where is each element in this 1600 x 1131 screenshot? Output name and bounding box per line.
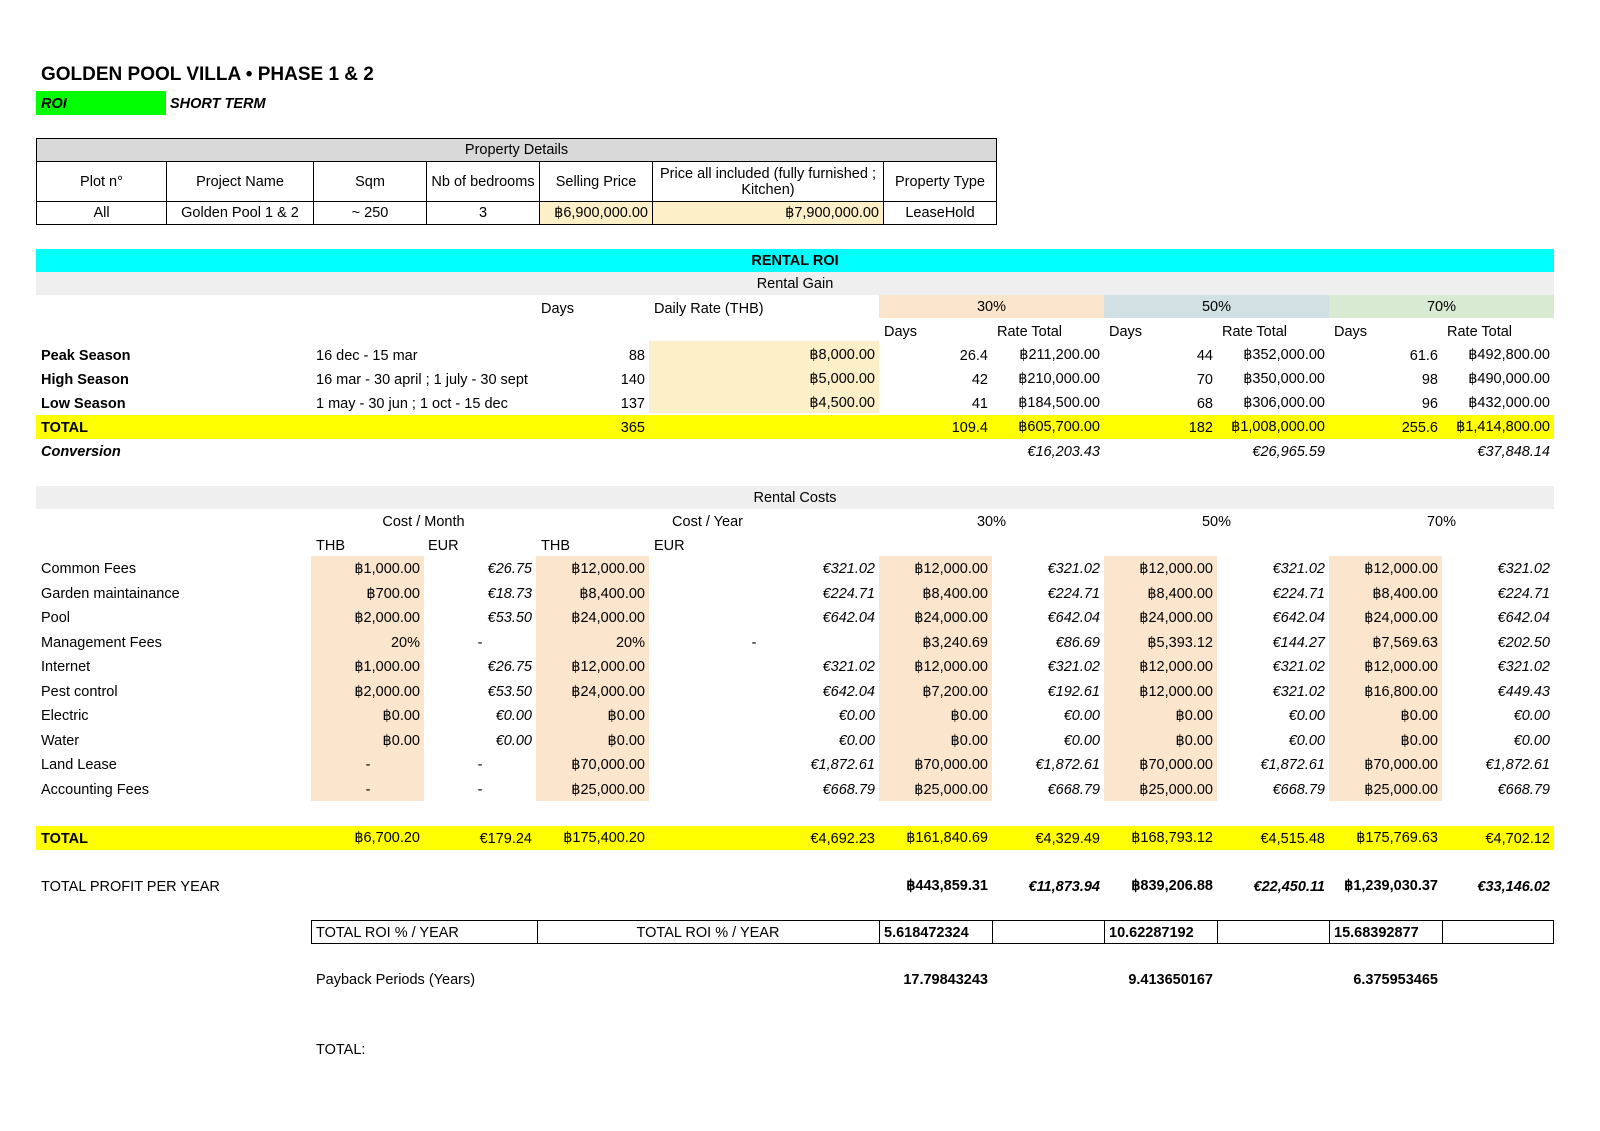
cost-s30-eur: €192.61 xyxy=(1047,684,1100,700)
cost-m-eur: €26.75 xyxy=(487,561,532,577)
season-total-70: ฿432,000.00 xyxy=(1468,395,1550,411)
cost-s30-thb: ฿25,000.00 xyxy=(914,782,988,798)
profit-50-eur: €22,450.11 xyxy=(1253,879,1325,895)
cost-s50-eur: €224.71 xyxy=(1272,586,1325,602)
year-eur-header: EUR xyxy=(654,538,685,554)
roi-value-70: 15.68392877 xyxy=(1334,925,1419,941)
cost-m-eur: - xyxy=(477,757,483,773)
cost-name: Pest control xyxy=(41,684,118,700)
cost-s30-eur: €224.71 xyxy=(1047,586,1100,602)
cost-name: Common Fees xyxy=(41,561,137,577)
cost-s50-thb: ฿24,000.00 xyxy=(1139,610,1213,626)
cost-s70-eur: €224.71 xyxy=(1497,586,1550,602)
cost-s70-eur: €321.02 xyxy=(1497,659,1550,675)
cost-m-eur: €18.73 xyxy=(487,586,532,602)
cost-name: Accounting Fees xyxy=(41,782,150,798)
season-rate: ฿8,000.00 xyxy=(809,347,875,363)
cost-s50-eur: €321.02 xyxy=(1272,684,1325,700)
cost-m-eur: - xyxy=(477,782,483,798)
cost-y-thb: 20% xyxy=(615,635,645,651)
costs-total-s70-eur: €4,702.12 xyxy=(1485,831,1550,847)
cost-m-thb: ฿2,000.00 xyxy=(354,684,420,700)
conversion-50: €26,965.59 xyxy=(1252,444,1325,460)
season-days: 137 xyxy=(620,396,645,412)
cost-y-thb: ฿0.00 xyxy=(607,708,645,724)
season-days-70: 98 xyxy=(1421,372,1438,388)
roi-label-1: TOTAL ROI % / YEAR xyxy=(316,925,459,941)
costs-total-y-eur: €4,692.23 xyxy=(810,831,875,847)
gain-total-days: 365 xyxy=(620,420,645,436)
rental-costs-title: Rental Costs xyxy=(753,490,837,506)
costs-total-y-thb: ฿175,400.20 xyxy=(563,830,645,846)
cost-y-eur: €224.71 xyxy=(822,586,875,602)
cost-s50-eur: €642.04 xyxy=(1272,610,1325,626)
cost-s50-eur: €668.79 xyxy=(1272,782,1325,798)
year-thb-header: THB xyxy=(541,538,570,554)
roi-divider xyxy=(879,921,880,943)
cost-s70-eur: €321.02 xyxy=(1497,561,1550,577)
season-total-30: ฿184,500.00 xyxy=(1018,395,1100,411)
cost-s70-thb: ฿24,000.00 xyxy=(1364,610,1438,626)
roi-divider xyxy=(1217,921,1218,943)
cost-y-eur: €642.04 xyxy=(822,610,875,626)
cost-m-thb: 20% xyxy=(390,635,420,651)
cost-name: Management Fees xyxy=(41,635,162,651)
cost-y-eur: €321.02 xyxy=(822,659,875,675)
season-days: 88 xyxy=(628,348,645,364)
days-header: Days xyxy=(541,301,575,317)
col-plot: Plot n° xyxy=(37,162,167,202)
cost-s30-thb: ฿24,000.00 xyxy=(914,610,988,626)
season-days: 140 xyxy=(620,372,645,388)
cost-m-thb: ฿0.00 xyxy=(382,708,420,724)
season-rate: ฿5,000.00 xyxy=(809,371,875,387)
season-name: Peak Season xyxy=(41,348,131,364)
season-total-70: ฿490,000.00 xyxy=(1468,371,1550,387)
col-selling-price: Selling Price xyxy=(540,162,653,202)
season-total-30: ฿210,000.00 xyxy=(1018,371,1100,387)
payback-30: 17.79843243 xyxy=(903,972,988,988)
sub-rate-total-30: Rate Total xyxy=(997,324,1063,340)
sub-rate-total-50: Rate Total xyxy=(1222,324,1288,340)
cost-s50-thb: ฿12,000.00 xyxy=(1139,561,1213,577)
cost-s30-thb: ฿7,200.00 xyxy=(922,684,988,700)
col-price-all-included: Price all included (fully furnished ; Kitchen) xyxy=(653,162,884,202)
cost-s30-thb: ฿12,000.00 xyxy=(914,659,988,675)
payback-70: 6.375953465 xyxy=(1353,972,1438,988)
cost-s30-eur: €0.00 xyxy=(1063,733,1100,749)
costs-scenario-70: 70% xyxy=(1426,514,1457,530)
payback-label: Payback Periods (Years) xyxy=(316,972,476,988)
cost-s30-thb: ฿3,240.69 xyxy=(922,635,988,651)
val-plot: All xyxy=(37,202,167,225)
cost-s30-eur: €1,872.61 xyxy=(1035,757,1100,773)
roi-value-30: 5.618472324 xyxy=(884,925,969,941)
cost-s70-thb: ฿7,569.63 xyxy=(1372,635,1438,651)
cost-s50-thb: ฿8,400.00 xyxy=(1147,586,1213,602)
roi-divider xyxy=(1104,921,1105,943)
roi-label-2: TOTAL ROI % / YEAR xyxy=(636,925,780,941)
month-thb-header: THB xyxy=(316,538,345,554)
cost-m-eur: €53.50 xyxy=(487,610,532,626)
cost-s70-thb: ฿0.00 xyxy=(1400,733,1438,749)
cost-m-eur: - xyxy=(477,635,483,651)
season-period: 16 mar - 30 april ; 1 july - 30 sept xyxy=(316,372,528,388)
roi-divider xyxy=(992,921,993,943)
cost-s30-eur: €668.79 xyxy=(1047,782,1100,798)
cost-s30-eur: €642.04 xyxy=(1047,610,1100,626)
page-title: GOLDEN POOL VILLA • PHASE 1 & 2 xyxy=(41,64,374,85)
roi-value-50: 10.62287192 xyxy=(1109,925,1194,941)
season-total-50: ฿306,000.00 xyxy=(1243,395,1325,411)
costs-scenario-30: 30% xyxy=(976,514,1007,530)
gain-total-label: TOTAL xyxy=(41,420,88,436)
cost-y-thb: ฿12,000.00 xyxy=(571,659,645,675)
cost-s30-eur: €0.00 xyxy=(1063,708,1100,724)
cost-m-thb: ฿2,000.00 xyxy=(354,610,420,626)
cost-s50-eur: €321.02 xyxy=(1272,561,1325,577)
profit-30-thb: ฿443,859.31 xyxy=(906,878,988,894)
cost-s70-eur: €1,872.61 xyxy=(1485,757,1550,773)
cost-s70-thb: ฿12,000.00 xyxy=(1364,561,1438,577)
season-total-50: ฿350,000.00 xyxy=(1243,371,1325,387)
cost-name: Pool xyxy=(41,610,71,626)
cost-s30-thb: ฿12,000.00 xyxy=(914,561,988,577)
cost-s50-thb: ฿70,000.00 xyxy=(1139,757,1213,773)
gain-total-row-bg xyxy=(36,415,1554,439)
cost-s70-thb: ฿12,000.00 xyxy=(1364,659,1438,675)
season-days-70: 61.6 xyxy=(1409,348,1438,364)
gain-total-30: ฿605,700.00 xyxy=(1018,419,1100,435)
profit-30-eur: €11,873.94 xyxy=(1028,879,1100,895)
footer-total-label: TOTAL: xyxy=(316,1042,366,1058)
col-bedrooms: Nb of bedrooms xyxy=(427,162,540,202)
cost-m-thb: - xyxy=(365,782,371,798)
daily-rate-header: Daily Rate (THB) xyxy=(654,301,764,317)
cost-s50-thb: ฿25,000.00 xyxy=(1139,782,1213,798)
term-label: SHORT TERM xyxy=(170,96,266,112)
cost-y-eur: - xyxy=(751,635,757,651)
season-days-30: 41 xyxy=(971,396,988,412)
property-details-table xyxy=(36,138,997,225)
sub-days-70: Days xyxy=(1334,324,1368,340)
cost-s50-thb: ฿5,393.12 xyxy=(1147,635,1213,651)
season-period: 16 dec - 15 mar xyxy=(316,348,418,364)
gain-total-days-50: 182 xyxy=(1188,420,1213,436)
col-property-type: Property Type xyxy=(884,162,997,202)
cost-name: Garden maintainance xyxy=(41,586,180,602)
scenario-30-header: 30% xyxy=(976,299,1007,315)
profit-label: TOTAL PROFIT PER YEAR xyxy=(41,879,220,895)
cost-y-thb: ฿24,000.00 xyxy=(571,610,645,626)
conversion-70: €37,848.14 xyxy=(1477,444,1550,460)
val-bedrooms: 3 xyxy=(427,202,540,225)
cost-s50-eur: €0.00 xyxy=(1288,708,1325,724)
cost-y-eur: €642.04 xyxy=(822,684,875,700)
rental-gain-title: Rental Gain xyxy=(756,276,834,292)
season-days-50: 44 xyxy=(1196,348,1213,364)
cost-s30-eur: €321.02 xyxy=(1047,659,1100,675)
cost-s50-thb: ฿12,000.00 xyxy=(1139,684,1213,700)
conversion-30: €16,203.43 xyxy=(1027,444,1100,460)
gain-total-days-30: 109.4 xyxy=(951,420,988,436)
season-total-70: ฿492,800.00 xyxy=(1468,347,1550,363)
val-property-type: LeaseHold xyxy=(884,202,997,225)
cost-y-thb: ฿0.00 xyxy=(607,733,645,749)
costs-total-s50-eur: €4,515.48 xyxy=(1260,831,1325,847)
cost-m-eur: €0.00 xyxy=(495,708,532,724)
cost-s70-eur: €449.43 xyxy=(1497,684,1550,700)
costs-total-m-eur: €179.24 xyxy=(479,831,532,847)
cost-s70-thb: ฿70,000.00 xyxy=(1364,757,1438,773)
profit-70-thb: ฿1,239,030.37 xyxy=(1344,878,1438,894)
property-details-title: Property Details xyxy=(37,139,997,162)
col-sqm: Sqm xyxy=(314,162,427,202)
season-period: 1 may - 30 jun ; 1 oct - 15 dec xyxy=(316,396,508,412)
cost-y-thb: ฿25,000.00 xyxy=(571,782,645,798)
cost-name: Water xyxy=(41,733,80,749)
cost-y-eur: €1,872.61 xyxy=(810,757,875,773)
cost-y-eur: €668.79 xyxy=(822,782,875,798)
cost-y-eur: €321.02 xyxy=(822,561,875,577)
cost-s70-eur: €0.00 xyxy=(1513,708,1550,724)
col-project-name: Project Name xyxy=(167,162,314,202)
costs-scenario-50: 50% xyxy=(1201,514,1232,530)
costs-total-s30-thb: ฿161,840.69 xyxy=(906,830,988,846)
cost-s30-thb: ฿70,000.00 xyxy=(914,757,988,773)
costs-total-s30-eur: €4,329.49 xyxy=(1035,831,1100,847)
season-days-50: 70 xyxy=(1196,372,1213,388)
profit-50-thb: ฿839,206.88 xyxy=(1131,878,1213,894)
roi-badge: ROI xyxy=(41,96,67,112)
gain-total-50: ฿1,008,000.00 xyxy=(1231,419,1325,435)
cost-y-thb: ฿24,000.00 xyxy=(571,684,645,700)
cost-m-thb: ฿0.00 xyxy=(382,733,420,749)
roi-divider xyxy=(1329,921,1330,943)
cost-s30-thb: ฿8,400.00 xyxy=(922,586,988,602)
season-name: Low Season xyxy=(41,396,126,412)
cost-s70-thb: ฿16,800.00 xyxy=(1364,684,1438,700)
cost-s30-eur: €321.02 xyxy=(1047,561,1100,577)
cost-y-eur: €0.00 xyxy=(838,708,875,724)
cost-s50-eur: €1,872.61 xyxy=(1260,757,1325,773)
cost-s50-thb: ฿12,000.00 xyxy=(1139,659,1213,675)
gain-total-70: ฿1,414,800.00 xyxy=(1456,419,1550,435)
costs-total-s50-thb: ฿168,793.12 xyxy=(1131,830,1213,846)
cost-s70-thb: ฿0.00 xyxy=(1400,708,1438,724)
cost-m-thb: ฿1,000.00 xyxy=(354,659,420,675)
cost-y-thb: ฿12,000.00 xyxy=(571,561,645,577)
payback-50: 9.413650167 xyxy=(1128,972,1213,988)
val-sqm: ~ 250 xyxy=(314,202,427,225)
cost-y-eur: €0.00 xyxy=(838,733,875,749)
roi-divider xyxy=(1442,921,1443,943)
gain-total-days-70: 255.6 xyxy=(1401,420,1438,436)
cost-m-eur: €53.50 xyxy=(487,684,532,700)
cost-s50-eur: €144.27 xyxy=(1272,635,1325,651)
val-selling-price: ฿6,900,000.00 xyxy=(540,202,653,225)
cost-s50-eur: €321.02 xyxy=(1272,659,1325,675)
cost-month-header: Cost / Month xyxy=(382,514,465,530)
cost-m-eur: €26.75 xyxy=(487,659,532,675)
season-days-70: 96 xyxy=(1421,396,1438,412)
cost-s30-thb: ฿0.00 xyxy=(950,708,988,724)
season-days-30: 42 xyxy=(971,372,988,388)
cost-m-eur: €0.00 xyxy=(495,733,532,749)
cost-y-thb: ฿70,000.00 xyxy=(571,757,645,773)
season-days-30: 26.4 xyxy=(959,348,988,364)
costs-total-m-thb: ฿6,700.20 xyxy=(354,830,420,846)
cost-s50-thb: ฿0.00 xyxy=(1175,733,1213,749)
cost-s70-thb: ฿25,000.00 xyxy=(1364,782,1438,798)
costs-total-label: TOTAL xyxy=(41,831,88,847)
cost-m-thb: - xyxy=(365,757,371,773)
val-price-all-included: ฿7,900,000.00 xyxy=(653,202,884,225)
costs-total-s70-thb: ฿175,769.63 xyxy=(1356,830,1438,846)
profit-70-eur: €33,146.02 xyxy=(1477,879,1550,895)
cost-s50-eur: €0.00 xyxy=(1288,733,1325,749)
cost-name: Land Lease xyxy=(41,757,117,773)
season-days-50: 68 xyxy=(1196,396,1213,412)
cost-s70-eur: €668.79 xyxy=(1497,782,1550,798)
season-total-30: ฿211,200.00 xyxy=(1019,347,1100,363)
sub-days-50: Days xyxy=(1109,324,1143,340)
val-project-name: Golden Pool 1 & 2 xyxy=(167,202,314,225)
cost-s30-thb: ฿0.00 xyxy=(950,733,988,749)
sub-days-30: Days xyxy=(884,324,918,340)
cost-name: Electric xyxy=(41,708,89,724)
cost-m-thb: ฿700.00 xyxy=(366,586,420,602)
season-rate: ฿4,500.00 xyxy=(809,395,875,411)
cost-name: Internet xyxy=(41,659,91,675)
cost-year-header: Cost / Year xyxy=(672,514,743,530)
scenario-50-header: 50% xyxy=(1201,299,1232,315)
cost-s50-thb: ฿0.00 xyxy=(1175,708,1213,724)
cost-s70-thb: ฿8,400.00 xyxy=(1372,586,1438,602)
season-name: High Season xyxy=(41,372,129,388)
conversion-label: Conversion xyxy=(41,444,121,460)
cost-s70-eur: €202.50 xyxy=(1497,635,1550,651)
cost-y-thb: ฿8,400.00 xyxy=(579,586,645,602)
cost-s70-eur: €0.00 xyxy=(1513,733,1550,749)
cost-s30-eur: €86.69 xyxy=(1055,635,1100,651)
scenario-70-header: 70% xyxy=(1426,299,1457,315)
cost-s70-eur: €642.04 xyxy=(1497,610,1550,626)
month-eur-header: EUR xyxy=(428,538,459,554)
season-total-50: ฿352,000.00 xyxy=(1243,347,1325,363)
rental-roi-banner-label: RENTAL ROI xyxy=(751,253,839,269)
cost-m-thb: ฿1,000.00 xyxy=(354,561,420,577)
sub-rate-total-70: Rate Total xyxy=(1447,324,1513,340)
